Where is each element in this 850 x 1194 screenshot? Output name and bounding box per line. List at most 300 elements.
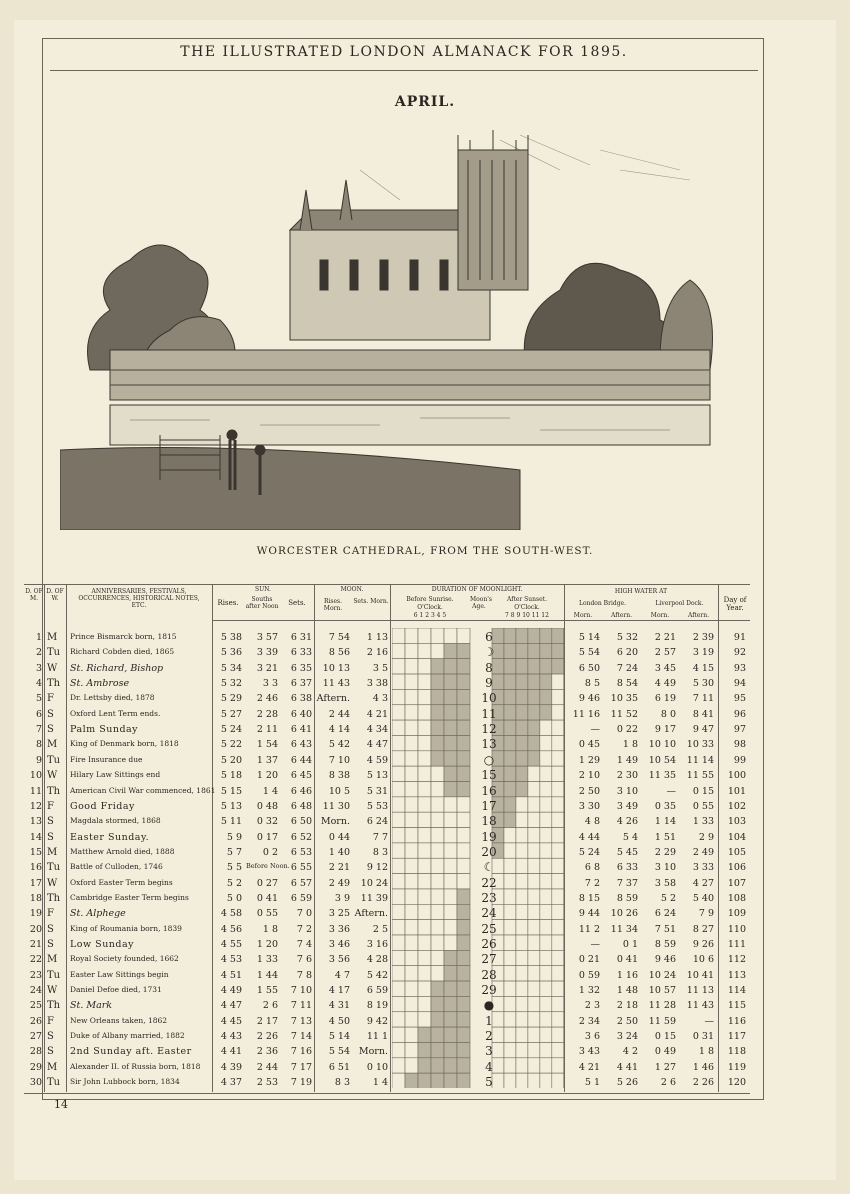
cell-vm: 11 59 <box>648 1015 676 1027</box>
cell-d: 15 <box>29 846 42 858</box>
cell-ev: Alexander II. of Russia born, 1818 <box>70 1061 201 1071</box>
cell-lm: 5 14 <box>578 632 600 643</box>
cell-la: 5 32 <box>616 632 638 643</box>
cell-d: 5 <box>35 693 42 705</box>
cell-w: M <box>47 739 58 751</box>
cell-lm: 3 43 <box>578 1046 600 1058</box>
cell-mr: 2 49 <box>328 877 350 889</box>
cell-d: 14 <box>29 831 42 843</box>
cell-la: 0 41 <box>616 954 638 966</box>
cell-mr: 4 14 <box>328 724 350 736</box>
cell-ms: 5 13 <box>366 770 388 782</box>
cell-la: 6 33 <box>616 862 638 874</box>
cell-va: 2 26 <box>692 1077 714 1089</box>
cell-va: 10 41 <box>686 969 714 981</box>
cell-la: 8 59 <box>616 892 638 904</box>
cell-rise: 5 29 <box>220 693 242 705</box>
cell-lm: 11 16 <box>572 708 600 720</box>
cell-doy: 96 <box>733 708 746 720</box>
cell-va: — <box>704 1015 714 1027</box>
cell-moon-age: 19 <box>481 829 497 844</box>
cell-ev: Oxford Easter Term begins <box>70 877 173 887</box>
cell-w: S <box>47 816 54 828</box>
header-london-morn: Morn. <box>573 612 593 619</box>
cell-ms: 11 1 <box>366 1031 388 1043</box>
cell-doy: 95 <box>733 693 746 705</box>
cell-lm: — <box>590 724 600 736</box>
cell-la: 6 20 <box>616 647 638 659</box>
cell-rise: 5 15 <box>220 785 242 797</box>
cell-vm: 11 35 <box>648 770 676 782</box>
cell-ev: St. Ambrose <box>70 678 130 690</box>
cell-set: 6 31 <box>290 632 312 643</box>
cell-ev: Hilary Law Sittings end <box>70 770 161 780</box>
cell-moon-age: 9 <box>485 676 493 691</box>
cell-lm: 6 50 <box>578 662 600 674</box>
cell-d: 28 <box>29 1046 42 1058</box>
cell-rise: 5 32 <box>220 678 242 690</box>
cell-lm: 0 45 <box>578 739 600 751</box>
almanack-title: THE ILLUSTRATED LONDON ALMANACK FOR 1895. <box>180 44 628 60</box>
cell-vm: 11 28 <box>648 1000 676 1012</box>
cell-south: 3 21 <box>256 662 278 674</box>
cell-rise: 5 38 <box>220 632 242 643</box>
cell-va: 4 15 <box>692 662 714 674</box>
cell-lm: 1 32 <box>578 985 600 997</box>
cell-d: 4 <box>35 678 42 690</box>
cell-d: 1 <box>35 632 42 643</box>
cell-la: 7 24 <box>616 662 638 674</box>
cell-ev: King of Denmark born, 1818 <box>70 739 179 749</box>
cell-la: 1 8 <box>622 739 638 751</box>
cell-south: 2 6 <box>262 1000 278 1012</box>
cell-ev: Cambridge Easter Term begins <box>70 892 189 902</box>
cell-d: 9 <box>35 754 42 766</box>
cell-moon-age: 12 <box>481 722 497 737</box>
header-oclock-before: O'Clock. <box>417 604 443 611</box>
cell-d: 20 <box>29 923 42 935</box>
table-row <box>24 1075 752 1093</box>
cell-w: S <box>47 1046 54 1058</box>
cell-va: 8 27 <box>692 923 714 935</box>
cell-ms: 8 3 <box>372 846 388 858</box>
cell-south: 2 17 <box>256 1015 278 1027</box>
cell-lm: 4 21 <box>578 1061 600 1073</box>
cell-south: 2 44 <box>256 1061 278 1073</box>
cell-ev: Matthew Arnold died, 1888 <box>70 846 175 856</box>
header-d-of-w: D. OF W. <box>46 588 64 602</box>
cell-south: 0 32 <box>256 816 278 828</box>
cell-la: 4 26 <box>616 816 638 828</box>
cell-ev: American Civil War commenced, 1861 <box>70 785 216 795</box>
cell-la: 8 54 <box>616 678 638 690</box>
cell-la: 11 34 <box>610 923 638 935</box>
cell-d: 13 <box>29 816 42 828</box>
cell-rise: 5 36 <box>220 647 242 659</box>
header-london: London Bridge. <box>578 600 627 607</box>
page-number: 14 <box>54 1098 68 1111</box>
cell-ms: 1 13 <box>366 632 388 643</box>
cell-la: 5 26 <box>616 1077 638 1089</box>
cell-mr: 7 54 <box>328 632 350 643</box>
cell-lm: 5 1 <box>584 1077 600 1089</box>
cell-south: 0 55 <box>256 908 278 920</box>
cell-ev: Dr. Lettsby died, 1878 <box>70 693 155 703</box>
cell-rise: 4 53 <box>220 954 242 966</box>
cell-w: S <box>47 923 54 935</box>
cell-ev: Prince Bismarck born, 1815 <box>70 632 177 641</box>
cell-doy: 103 <box>727 816 746 828</box>
cell-doy: 110 <box>727 923 746 935</box>
cell-rise: 4 41 <box>220 1046 242 1058</box>
cell-mr: 3 9 <box>334 892 350 904</box>
cell-set: 7 6 <box>296 954 312 966</box>
cell-va: 8 41 <box>692 708 714 720</box>
cell-va: 4 27 <box>692 877 714 889</box>
cell-la: 2 50 <box>616 1015 638 1027</box>
cell-south: 1 37 <box>256 754 278 766</box>
cell-vm: 9 17 <box>654 724 676 736</box>
cell-ms: Aftern. <box>354 908 388 920</box>
cell-la: 2 30 <box>616 770 638 782</box>
cell-la: 1 48 <box>616 985 638 997</box>
cell-south: 3 57 <box>256 632 278 643</box>
cell-la: 3 24 <box>616 1031 638 1043</box>
cell-rise: 5 34 <box>220 662 242 674</box>
cell-moon-age: 16 <box>481 783 497 798</box>
cell-lm: 4 44 <box>578 831 600 843</box>
cell-ms: 2 16 <box>366 647 388 659</box>
cell-ev: Good Friday <box>70 800 135 812</box>
cell-moon-age: 6 <box>485 630 493 644</box>
cell-lm: 8 5 <box>584 678 600 690</box>
cell-va: 1 46 <box>692 1061 714 1073</box>
cell-vm: 8 0 <box>660 708 676 720</box>
cell-la: 1 16 <box>616 969 638 981</box>
cell-set: 6 33 <box>290 647 312 659</box>
cell-ms: 10 24 <box>360 877 388 889</box>
cell-set: 6 57 <box>290 877 312 889</box>
cell-rise: 4 43 <box>220 1031 242 1043</box>
cell-south: 0 2 <box>262 846 278 858</box>
cell-south: 0 48 <box>256 800 278 812</box>
cell-rise: 4 47 <box>220 1000 242 1012</box>
cell-set: 7 8 <box>296 969 312 981</box>
cell-va: 0 55 <box>692 800 714 812</box>
cell-ev: King of Roumania born, 1839 <box>70 923 182 933</box>
header-rule <box>212 620 750 621</box>
cell-set: 6 48 <box>290 800 312 812</box>
cell-south: 2 28 <box>256 708 278 720</box>
cell-la: 5 4 <box>622 831 638 843</box>
cell-la: 10 26 <box>610 908 638 920</box>
cell-set: 7 14 <box>290 1031 312 1043</box>
cell-w: S <box>47 724 54 736</box>
cell-w: Tu <box>47 969 61 981</box>
cell-mr: 5 42 <box>328 739 350 751</box>
cell-rise: 5 7 <box>226 846 242 858</box>
cell-set: 6 35 <box>290 662 312 674</box>
cell-vm: 2 29 <box>654 846 676 858</box>
cell-w: S <box>47 939 54 950</box>
cell-set: 6 37 <box>290 678 312 690</box>
cell-rise: 4 37 <box>220 1077 242 1089</box>
cell-doy: 109 <box>727 908 746 920</box>
cell-vm: 0 15 <box>654 1031 676 1043</box>
cell-set: 6 46 <box>290 785 312 797</box>
header-events: ANNIVERSARIES, FESTIVALS, OCCURRENCES, HISTORICAL NOTES, ETC. <box>78 588 200 609</box>
cell-va: 9 47 <box>692 724 714 736</box>
cell-w: M <box>47 954 58 966</box>
cell-set: 7 10 <box>290 985 312 997</box>
cell-va: 3 33 <box>692 862 714 874</box>
cell-ev: Duke of Albany married, 1882 <box>70 1031 185 1041</box>
cell-ms: 8 19 <box>366 1000 388 1012</box>
header-liverpool-aftern: Aftern. <box>687 612 710 619</box>
cell-d: 12 <box>29 800 42 812</box>
cell-set: 6 45 <box>290 770 312 782</box>
cell-d: 3 <box>35 662 42 674</box>
cell-doy: 107 <box>727 877 746 889</box>
cell-lm: 3 6 <box>584 1031 600 1043</box>
cell-south: 1 4 <box>262 785 278 797</box>
cell-d: 11 <box>29 785 42 797</box>
cell-lm: 7 2 <box>584 877 600 889</box>
cell-w: Th <box>47 892 61 904</box>
cell-set: 6 59 <box>290 892 312 904</box>
header-sun-rises: Rises. <box>217 599 239 607</box>
cell-ms: 5 53 <box>366 800 388 812</box>
cell-rise: 4 56 <box>220 923 242 935</box>
cell-moon-age: 5 <box>485 1075 493 1090</box>
cell-doy: 120 <box>727 1077 746 1089</box>
cell-vm: 3 45 <box>654 662 676 674</box>
cell-lm: 8 15 <box>578 892 600 904</box>
cell-south: 2 53 <box>256 1077 278 1089</box>
cell-mr: 2 21 <box>328 862 350 874</box>
cell-vm: 10 54 <box>648 754 676 766</box>
cathedral-engraving <box>60 120 740 530</box>
cell-lm: 0 21 <box>578 954 600 966</box>
cell-doy: 106 <box>727 862 746 874</box>
cell-vm: 9 46 <box>654 954 676 966</box>
cell-doy: 118 <box>727 1046 746 1058</box>
cell-doy: 111 <box>727 939 746 950</box>
cell-set: 7 16 <box>290 1046 312 1058</box>
cell-doy: 97 <box>733 724 746 736</box>
cell-doy: 98 <box>733 739 746 751</box>
title-rule <box>50 70 758 71</box>
cell-ev: Daniel Defoe died, 1731 <box>70 985 162 995</box>
header-after-sunset: After Sunset. <box>507 596 547 603</box>
cell-va: 2 9 <box>698 831 714 843</box>
cell-set: 7 19 <box>290 1077 312 1089</box>
cell-w: S <box>47 831 54 843</box>
cell-doy: 99 <box>733 754 746 766</box>
cell-ms: 9 12 <box>366 862 388 874</box>
cell-mr: 3 46 <box>328 939 350 950</box>
cell-la: 2 18 <box>616 1000 638 1012</box>
cell-w: W <box>47 985 58 997</box>
cell-la: 4 2 <box>622 1046 638 1058</box>
cell-south: 1 55 <box>256 985 278 997</box>
cell-w: Th <box>47 785 61 797</box>
cell-set: 6 44 <box>290 754 312 766</box>
header-before-hours: 6 1 2 3 4 5 <box>413 612 447 619</box>
cell-moon-age: ☾ <box>483 860 495 875</box>
cell-mr: 10 5 <box>328 785 350 797</box>
cell-mr: 3 25 <box>328 908 350 920</box>
cell-vm: 4 49 <box>654 678 676 690</box>
header-moonlight: DURATION OF MOONLIGHT. <box>431 586 523 593</box>
cell-vm: 2 6 <box>660 1077 676 1089</box>
cell-ms: 3 5 <box>372 662 388 674</box>
cell-moon-age: 22 <box>481 875 497 890</box>
cell-vm: 7 51 <box>654 923 676 935</box>
cell-ms: 1 4 <box>372 1077 388 1089</box>
cell-mr: 4 31 <box>328 1000 350 1012</box>
header-moon-rises: Rises. Morn. <box>323 598 343 612</box>
header-after-hours: 7 8 9 10 11 12 <box>505 612 549 619</box>
cell-d: 22 <box>29 954 42 966</box>
cell-south: 1 8 <box>262 923 278 935</box>
cell-ev: 2nd Sunday aft. Easter <box>70 1046 192 1058</box>
cell-mr: Morn. <box>320 816 350 828</box>
cell-lm: 11 2 <box>578 923 600 935</box>
cell-va: 10 33 <box>686 739 714 751</box>
cell-south: 2 36 <box>256 1046 278 1058</box>
cell-ms: 9 42 <box>366 1015 388 1027</box>
cell-ev: Low Sunday <box>70 939 135 950</box>
cell-moon-age: 25 <box>481 921 497 936</box>
cell-doy: 116 <box>727 1015 746 1027</box>
cell-vm: 10 57 <box>648 985 676 997</box>
cell-d: 27 <box>29 1031 42 1043</box>
cell-w: F <box>47 693 54 705</box>
cell-doy: 119 <box>727 1061 746 1073</box>
cell-va: 3 19 <box>692 647 714 659</box>
header-moon-sets: Sets. Morn. <box>353 598 389 605</box>
cell-w: W <box>47 770 58 782</box>
cell-doy: 105 <box>727 846 746 858</box>
cell-vm: 5 2 <box>660 892 676 904</box>
header-sun: SUN. <box>255 586 271 593</box>
cell-ms: 4 21 <box>366 708 388 720</box>
cell-mr: 1 40 <box>328 846 350 858</box>
cell-w: Tu <box>47 1077 61 1089</box>
cell-vm: 10 10 <box>648 739 676 751</box>
cell-vm: 2 57 <box>654 647 676 659</box>
cell-ms: 4 34 <box>366 724 388 736</box>
cell-vm: 10 24 <box>648 969 676 981</box>
cell-moon-age: 26 <box>481 937 497 951</box>
cell-ms: 2 5 <box>372 923 388 935</box>
cell-mr: 3 36 <box>328 923 350 935</box>
cell-w: Th <box>47 678 61 690</box>
cell-mr: 11 43 <box>322 678 350 690</box>
cell-d: 10 <box>29 770 42 782</box>
cell-ev: Oxford Lent Term ends. <box>70 708 161 718</box>
header-liverpool-morn: Morn. <box>650 612 670 619</box>
cell-vm: 0 49 <box>654 1046 676 1058</box>
cell-doy: 102 <box>727 800 746 812</box>
header-d-of-m: D. OF M. <box>25 588 43 602</box>
cell-ms: 4 28 <box>366 954 388 966</box>
cell-rise: 4 45 <box>220 1015 242 1027</box>
cell-doy: 117 <box>727 1031 746 1043</box>
cell-d: 16 <box>29 862 42 874</box>
cell-va: 7 9 <box>698 908 714 920</box>
cell-d: 18 <box>29 892 42 904</box>
cell-set: 7 0 <box>296 908 312 920</box>
cell-rise: 5 2 <box>226 877 242 889</box>
cell-la: 1 49 <box>616 754 638 766</box>
cell-ms: 5 42 <box>366 969 388 981</box>
cell-moon-age: 3 <box>485 1044 493 1059</box>
cell-va: 11 43 <box>686 1000 714 1012</box>
cell-doy: 94 <box>733 678 746 690</box>
cell-va: 2 49 <box>692 846 714 858</box>
cell-la: 7 37 <box>616 877 638 889</box>
cell-south: 0 41 <box>256 892 278 904</box>
cell-doy: 104 <box>727 831 746 843</box>
cell-d: 8 <box>35 739 42 751</box>
cell-va: 11 55 <box>686 770 714 782</box>
cell-w: S <box>47 1031 54 1043</box>
cell-lm: — <box>590 939 600 950</box>
cell-la: 11 52 <box>610 708 638 720</box>
cell-lm: 9 44 <box>578 908 600 920</box>
cell-rise: 5 0 <box>226 892 242 904</box>
cell-vm: 8 59 <box>654 939 676 950</box>
cell-moon-age: 24 <box>481 906 497 921</box>
cell-doy: 93 <box>733 662 746 674</box>
cell-va: 5 30 <box>692 678 714 690</box>
cell-set: 6 50 <box>290 816 312 828</box>
cell-vm: 0 35 <box>654 800 676 812</box>
cell-rise: 4 39 <box>220 1061 242 1073</box>
cell-rise: 4 55 <box>220 939 242 950</box>
cell-vm: 1 51 <box>654 831 676 843</box>
cell-ev: Sir John Lubbock born, 1834 <box>70 1077 180 1087</box>
cell-w: Tu <box>47 862 61 874</box>
cell-ms: 4 59 <box>366 754 388 766</box>
cell-d: 7 <box>35 724 42 736</box>
cell-set: 7 4 <box>296 939 312 950</box>
cell-rise: 5 11 <box>220 816 242 828</box>
cell-moon-age: 11 <box>481 706 497 721</box>
cell-mr: 6 51 <box>328 1061 350 1073</box>
cell-w: M <box>47 1061 58 1073</box>
cell-d: 29 <box>29 1061 42 1073</box>
calendar-table <box>24 584 752 1094</box>
cell-va: 9 26 <box>692 939 714 950</box>
cell-va: 10 6 <box>692 954 714 966</box>
cell-mr: 4 7 <box>334 969 350 981</box>
cell-va: 2 39 <box>692 632 714 643</box>
cell-moon-age: 27 <box>481 952 497 967</box>
cell-mr: 8 56 <box>328 647 350 659</box>
cell-mr: 11 30 <box>322 800 350 812</box>
cell-ms: 3 38 <box>366 678 388 690</box>
cell-ms: 7 7 <box>372 831 388 843</box>
cell-w: F <box>47 800 54 812</box>
cell-w: W <box>47 877 58 889</box>
cell-lm: 3 30 <box>578 800 600 812</box>
cell-rise: 5 9 <box>226 831 242 843</box>
cell-moon-age: 13 <box>481 737 497 752</box>
cell-lm: 2 34 <box>578 1015 600 1027</box>
